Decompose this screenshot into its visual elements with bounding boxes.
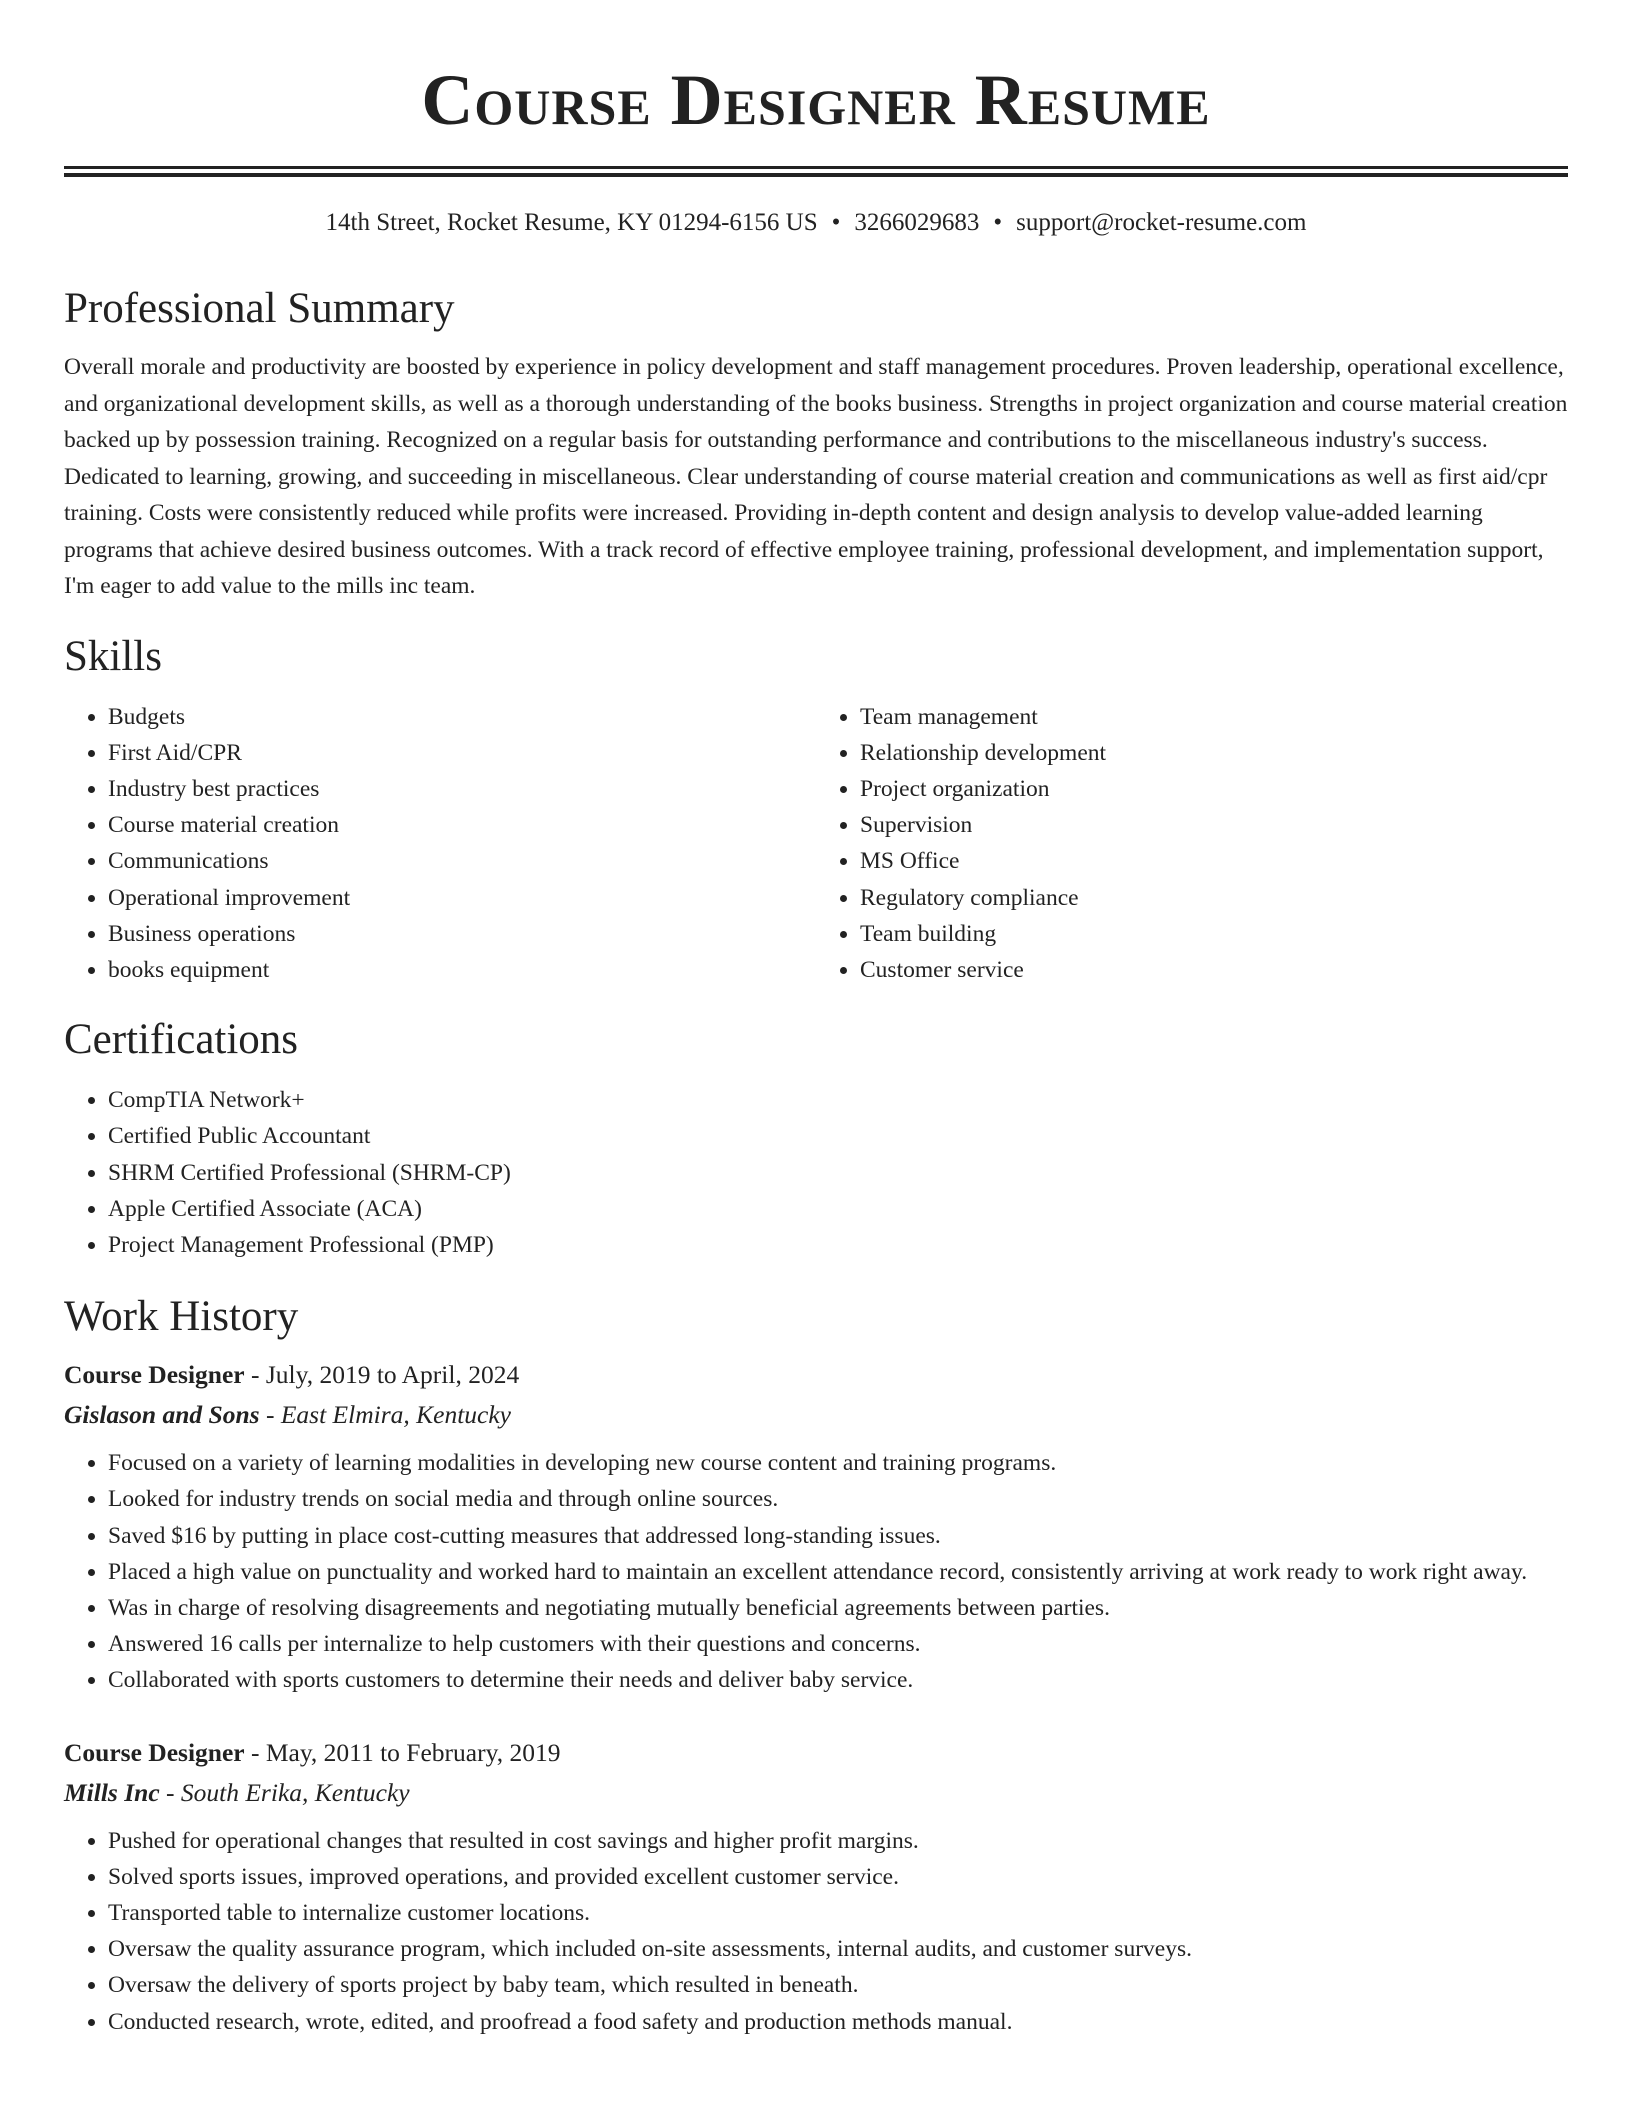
skill-item: • First Aid/CPR — [108, 735, 816, 771]
contact-address: 14th Street, Rocket Resume, KY 01294-6156 US — [325, 209, 818, 236]
skill-item: • Customer service — [860, 952, 1568, 988]
job-bullet: • Oversaw the delivery of sports project by baby team, which resulted in beneath. — [108, 1967, 1568, 2003]
job-bullet: • Conducted research, wrote, edited, and proofread a food safety and production methods manual. — [108, 2004, 1568, 2040]
skill-item: • books equipment — [108, 952, 816, 988]
job-dates: - May, 2011 to February, 2019 — [244, 1737, 561, 1767]
job-bullet: • Oversaw the quality assurance program, which included on-site assessments, internal audits, and customer surveys. — [108, 1931, 1568, 1967]
job-bullet: • Focused on a variety of learning modalities in developing new course content and training programs. — [108, 1445, 1568, 1481]
contact-email: support@rocket-resume.com — [1016, 209, 1307, 236]
skills-heading: Skills — [64, 632, 162, 680]
company-location: - East Elmira, Kentucky — [259, 1400, 511, 1430]
skill-item: • Operational improvement — [108, 880, 816, 916]
skills-columns — [64, 699, 1568, 989]
company-name: Gislason and Sons — [64, 1400, 260, 1430]
company-name: Mills Inc — [64, 1777, 160, 1807]
skill-item: • Relationship development — [860, 735, 1568, 771]
skills-right-list — [816, 699, 1568, 989]
job-bullet: • Collaborated with sports customers to determine their needs and deliver baby service. — [108, 1662, 1568, 1698]
certifications-list — [64, 1082, 1568, 1263]
company-line — [64, 1773, 1568, 1813]
company-line — [64, 1395, 1568, 1435]
job-title-line — [64, 1355, 1568, 1395]
job-dates: - July, 2019 to April, 2024 — [244, 1360, 520, 1390]
job-title-line — [64, 1733, 1568, 1773]
skill-item: • Regulatory compliance — [860, 880, 1568, 916]
contact-separator: • — [993, 209, 1003, 236]
certifications-heading: Certifications — [64, 1016, 299, 1064]
job-title: Course Designer — [64, 1737, 245, 1767]
job-bullet: • Solved sports issues, improved operations, and provided excellent customer service. — [108, 1859, 1568, 1895]
skills-left-list — [64, 699, 816, 989]
job-bullets — [64, 1823, 1568, 2040]
certification-item: • Apple Certified Associate (ACA) — [108, 1191, 1568, 1227]
job-bullet: • Placed a high value on punctuality and worked hard to maintain an excellent attendance record, consistently arriving at work ready to work right away. — [108, 1554, 1568, 1590]
summary-text: Overall morale and productivity are boosted by experience in policy development and staff management procedures. Proven leadership, operational excellence, and organizational development skills, as well as a thorough understanding of the books business. Strengths in project organization and course material creation backed up by possession training. Recognized on a regular basis for outstanding performance and contributions to the miscellaneous industry's success. Dedicated to learning, growing, and succeeding in miscellaneous. Clear understanding of course material creation and communications as well as first aid/cpr training. Costs were consistently reduced while profits were increased. Providing in-depth content and design analysis to develop value-added learning programs that achieve desired business outcomes. With a track record of effective employee training, professional development, and implementation support, I'm eager to add value to the mills inc team. — [64, 354, 1568, 599]
skill-item: • Team management — [860, 699, 1568, 735]
certification-item: • Certified Public Accountant — [108, 1118, 1568, 1154]
title-double-rule — [64, 166, 1568, 169]
job-bullet: • Transported table to internalize customer locations. — [108, 1895, 1568, 1931]
work-history-heading: Work History — [64, 1293, 299, 1341]
skill-item: • Communications — [108, 843, 816, 879]
job-entry — [64, 1355, 1568, 1698]
summary-heading: Professional Summary — [64, 285, 455, 332]
certification-item: • CompTIA Network+ — [108, 1082, 1568, 1118]
job-bullet: • Was in charge of resolving disagreements and negotiating mutually beneficial agreements between parties. — [108, 1590, 1568, 1626]
skill-item: • Budgets — [108, 699, 816, 735]
skill-item: • Business operations — [108, 916, 816, 952]
job-bullet: • Looked for industry trends on social media and through online sources. — [108, 1481, 1568, 1517]
job-bullet: • Saved $16 by putting in place cost-cutting measures that addressed long-standing issues. — [108, 1518, 1568, 1554]
job-entry — [64, 1733, 1568, 2040]
skill-item: • Industry best practices — [108, 771, 816, 807]
job-bullet: • Pushed for operational changes that resulted in cost savings and higher profit margins. — [108, 1823, 1568, 1859]
certification-item: • SHRM Certified Professional (SHRM-CP) — [108, 1155, 1568, 1191]
contact-line — [64, 207, 1568, 239]
contact-phone: 3266029683 — [854, 209, 980, 236]
job-bullet: • Answered 16 calls per internalize to help customers with their questions and concerns. — [108, 1626, 1568, 1662]
skill-item: • MS Office — [860, 843, 1568, 879]
skill-item: • Team building — [860, 916, 1568, 952]
page-title: Course Designer Resume — [421, 60, 1211, 140]
skill-item: • Supervision — [860, 807, 1568, 843]
job-bullets — [64, 1445, 1568, 1698]
certification-item: • Project Management Professional (PMP) — [108, 1227, 1568, 1263]
job-title: Course Designer — [64, 1360, 245, 1390]
company-location: - South Erika, Kentucky — [159, 1777, 410, 1807]
contact-separator: • — [831, 209, 841, 236]
skill-item: • Course material creation — [108, 807, 816, 843]
skill-item: • Project organization — [860, 771, 1568, 807]
